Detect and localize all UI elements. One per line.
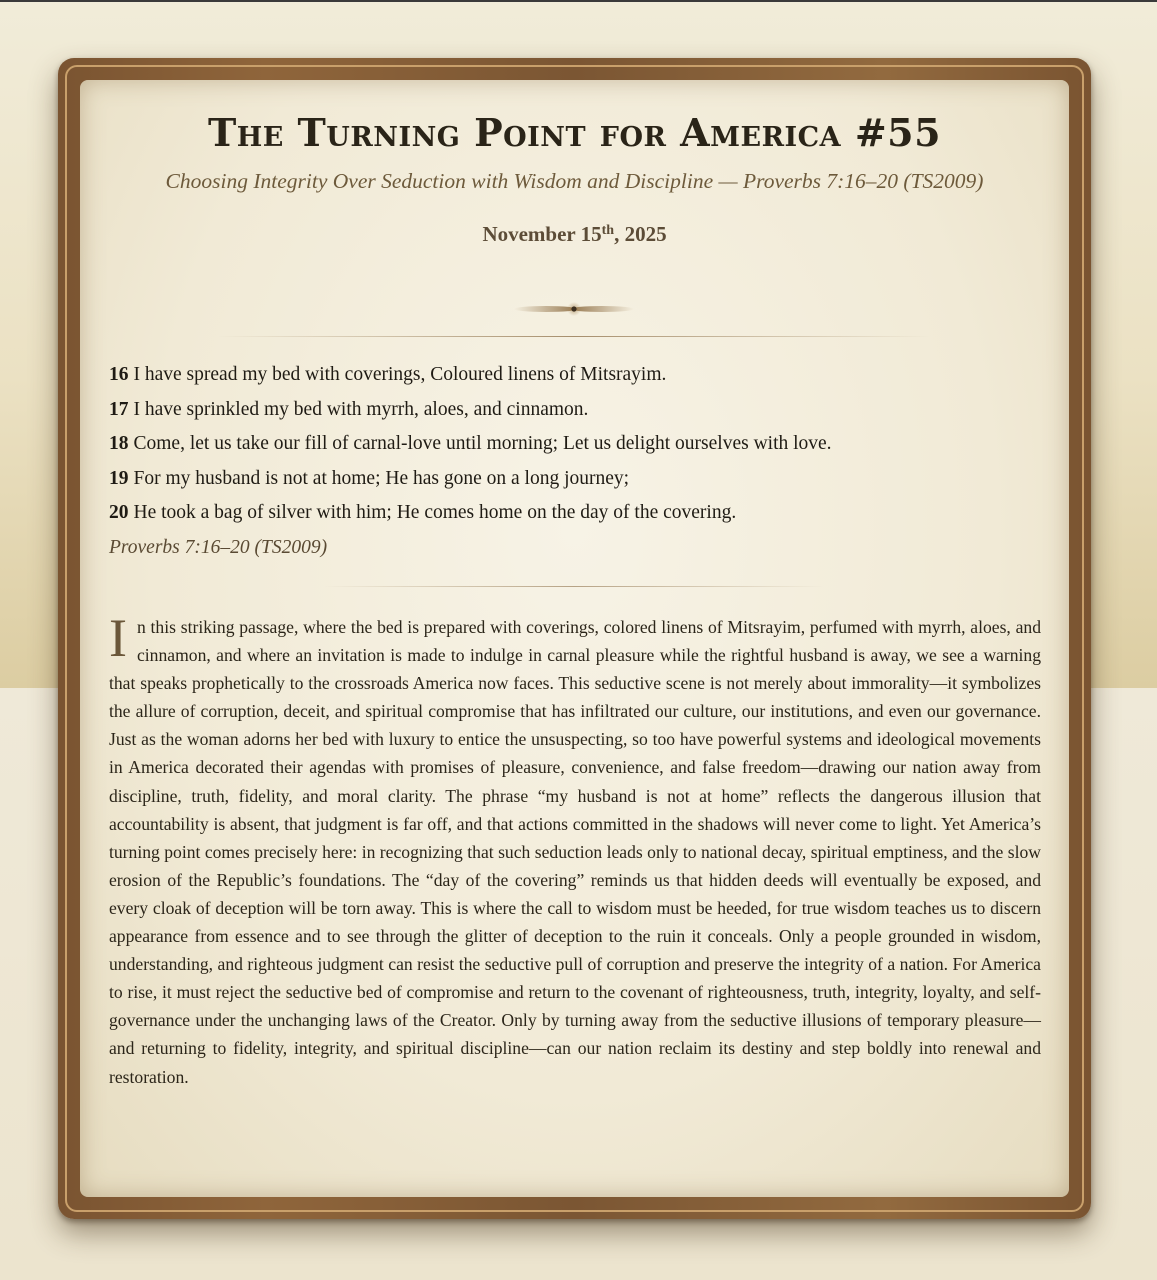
verse-number: 18 <box>109 433 129 454</box>
verse-text: I have sprinkled my bed with myrrh, aloes, and cinnamon. <box>133 398 589 420</box>
date-month-day: November 15 <box>482 222 602 246</box>
verse-18 <box>109 427 1039 462</box>
header-divider <box>218 336 930 337</box>
verse-19 <box>109 462 1039 497</box>
verse-number: 20 <box>109 502 129 523</box>
verse-text: I have spread my bed with coverings, Coloured linens of Mitsrayim. <box>133 364 667 385</box>
date-ordinal-suffix: th <box>601 223 615 238</box>
page-subtitle: Choosing Integrity Over Seduction with Wisdom and Discipline — Proverbs 7:16–20 (TS2009) <box>165 169 984 193</box>
publication-date <box>80 222 1069 247</box>
section-divider <box>324 586 824 587</box>
scripture-reference: Proverbs 7:16–20 (TS2009) <box>109 536 328 558</box>
page-title: The Turning Point for America #55 <box>207 110 942 155</box>
verse-20 <box>109 496 1039 531</box>
verse-17 <box>109 393 1039 428</box>
verse-number: 17 <box>109 398 129 420</box>
scripture-block <box>109 358 1039 565</box>
ornament-divider-icon <box>512 302 636 316</box>
verse-number: 16 <box>109 364 129 385</box>
verse-16 <box>109 358 1039 393</box>
verse-text: He took a bag of silver with him; He comes home on the day of the covering. <box>133 502 737 523</box>
date-year: , 2025 <box>614 222 667 246</box>
verse-number: 19 <box>109 467 129 489</box>
top-edge-line <box>0 0 1157 2</box>
verse-text: For my husband is not at home; He has gone on a long journey; <box>133 467 630 489</box>
commentary-text: n this striking passage, where the bed is prepared with coverings, colored linens of Mitsrayim, perfumed with myrrh, aloes, and cinnamon, and where an invitation is made to indulge in carnal pleasure while the rightful husband is away, we see a warning that speaks prophetically to the crossroads America now faces. This seductive scene is not merely about immorality—it symbolizes the allure of corruption, deceit, and spiritual compromise that has infiltrated our culture, our institutions, and even our governance. Just as the woman adorns her bed with luxury to entice the unsuspecting, so too have powerful systems and ideological movements in America decorated their agendas with promises of pleasure, convenience, and false freedom—drawing our nation away from discipline, truth, fidelity, and moral clarity. The phrase “my husband is not at home” reflects the dangerous illusion that accountability is absent, that judgment is far off, and that actions committed in the shadows will never come to light. Yet America’s turning point comes precisely here: in recognizing that such seduction leads only to national decay, spiritual emptiness, and the slow erosion of the Republic’s foundations. The “day of the covering” reminds us that hidden deeds will eventually be exposed, and every cloak of deception will be torn away. This is where the call to wisdom must be heeded, for true wisdom teaches us to discern appearance from essence and to see through the glitter of deception to the ruin it conceals. Only a people grounded in wisdom, understanding, and righteous judgment can resist the seductive pull of corruption and preserve the integrity of a nation. For America to rise, it must reject the seductive bed of compromise and return to the covenant of righteousness, truth, integrity, loyalty, and self-governance under the unchanging laws of the Creator. Only by turning away from the seductive illusions of temporary pleasure—and returning to fidelity, integrity, and spiritual discipline—can our nation reclaim its destiny and step boldly into renewal and restoration. <box>109 617 1041 1087</box>
verse-text: Come, let us take our fill of carnal-love until morning; Let us delight ourselves with love. <box>133 433 832 454</box>
drop-cap: I <box>109 608 127 668</box>
parchment-panel <box>80 80 1069 1197</box>
wooden-frame <box>58 58 1091 1219</box>
commentary-paragraph <box>109 608 1041 1091</box>
